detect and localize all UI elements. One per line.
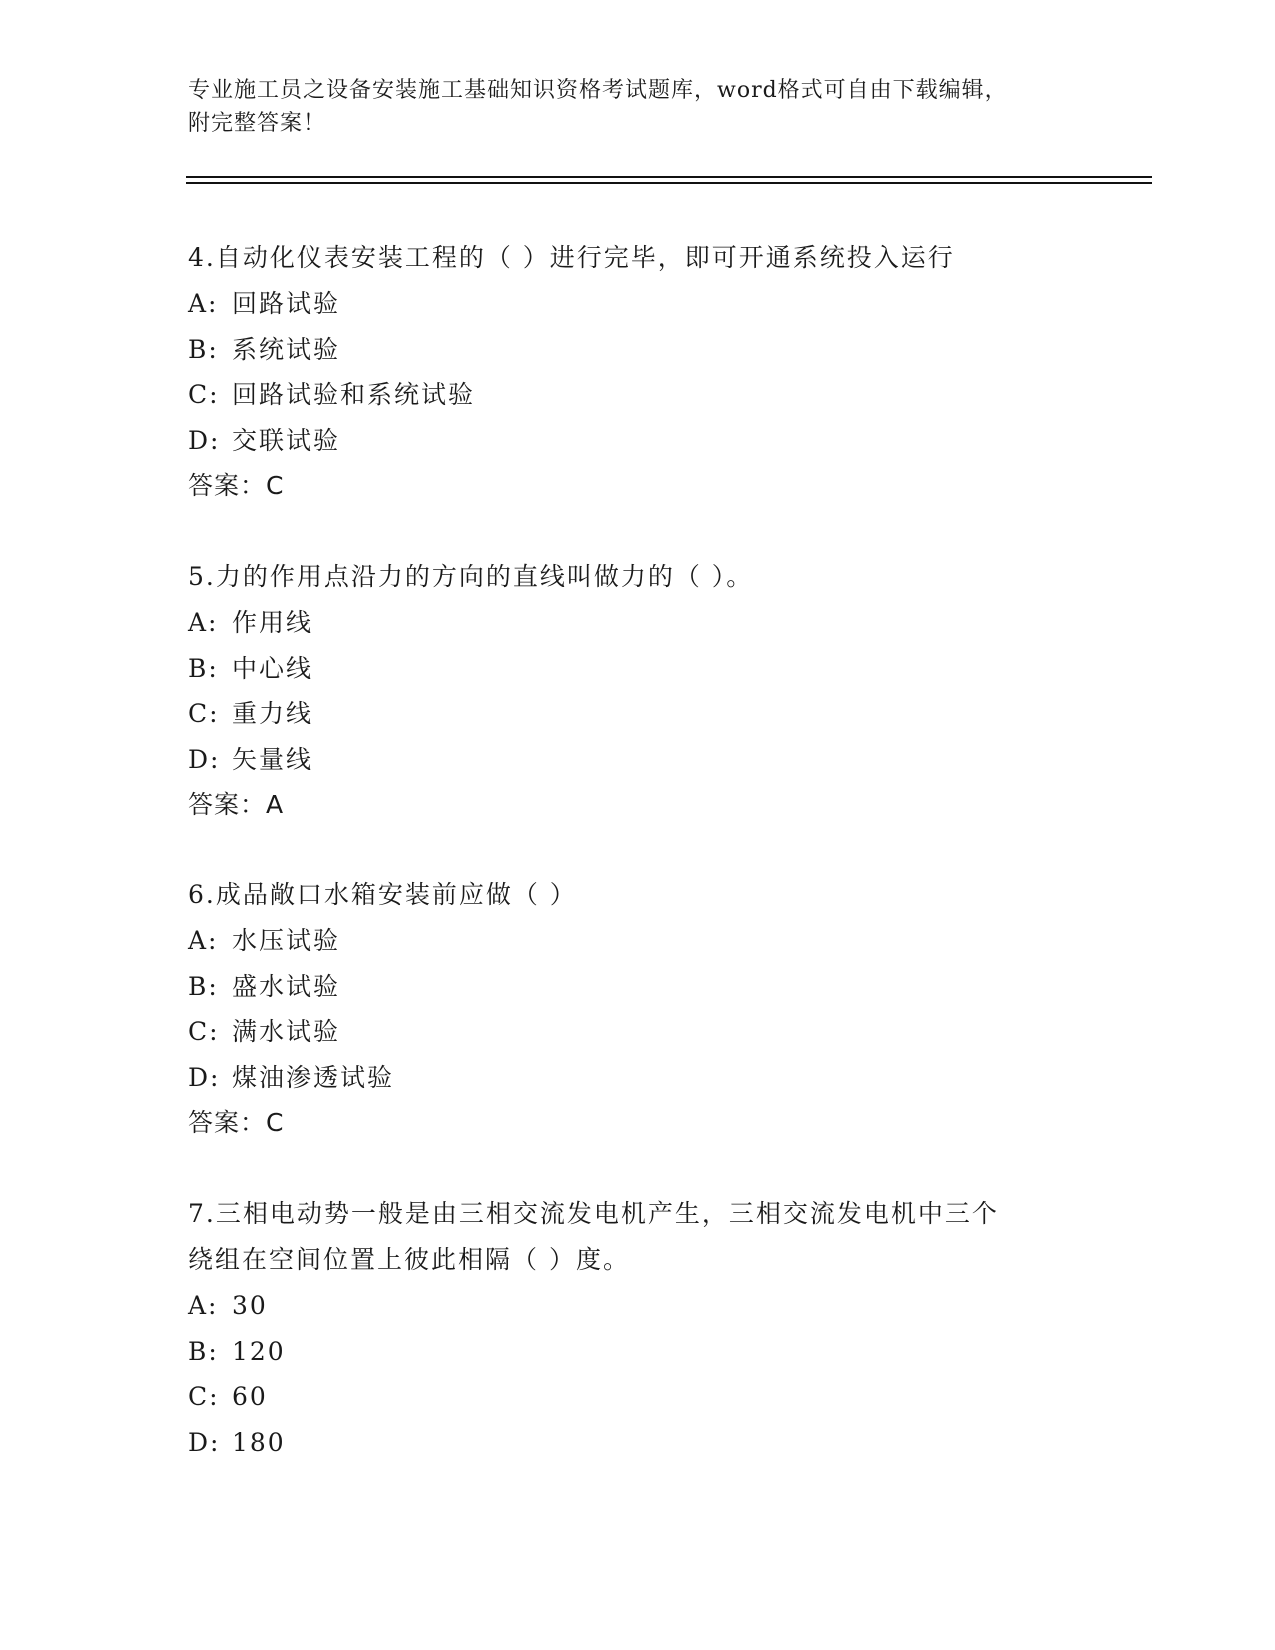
question-stem-line-2: 绕组在空间位置上彼此相隔（ ）度。 — [188, 1245, 630, 1274]
option-a — [188, 918, 1088, 964]
option-c — [188, 1009, 1088, 1055]
option-text: 盛水试验 — [232, 971, 341, 1001]
answer-line: 答案：C — [188, 471, 285, 500]
option-label: A: — [188, 926, 219, 955]
option-label: C: — [188, 1017, 220, 1046]
option-text: 系统试验 — [232, 334, 341, 364]
option-text: 重力线 — [232, 699, 314, 728]
option-label: D: — [188, 1427, 221, 1457]
option-label: A: — [188, 289, 219, 318]
header-divider-top — [186, 176, 1152, 178]
option-text: 回路试验 — [232, 289, 341, 318]
question-6 — [188, 872, 1088, 1146]
option-label: C: — [188, 380, 220, 409]
option-text: 30 — [232, 1291, 268, 1320]
option-text: 满水试验 — [232, 1017, 341, 1046]
option-d — [188, 1420, 1088, 1466]
option-label: C: — [188, 699, 220, 728]
option-a — [188, 281, 1088, 327]
document-header — [188, 74, 1088, 140]
option-b — [188, 1329, 1088, 1375]
answer-line: 答案：C — [188, 1108, 285, 1137]
option-text: 煤油渗透试验 — [232, 1062, 395, 1092]
option-label: D: — [188, 1062, 221, 1092]
answer-line: 答案：A — [188, 790, 285, 819]
option-text: 中心线 — [232, 653, 314, 683]
option-d — [188, 737, 1088, 783]
option-b — [188, 964, 1088, 1010]
option-b — [188, 327, 1088, 373]
option-text: 回路试验和系统试验 — [232, 380, 476, 409]
option-label: D: — [188, 744, 221, 774]
question-stem: 5.力的作用点沿力的方向的直线叫做力的（ ）。 — [188, 562, 754, 591]
header-line-1: 专业施工员之设备安装施工基础知识资格考试题库，word格式可自由下载编辑， — [188, 78, 1008, 103]
question-stem: 6.成品敞口水箱安装前应做（ ） — [188, 880, 577, 909]
option-d — [188, 1055, 1088, 1101]
option-label: C: — [188, 1382, 220, 1411]
question-7 — [188, 1191, 1088, 1465]
option-label: B: — [188, 1336, 219, 1366]
option-c — [188, 691, 1088, 737]
option-label: B: — [188, 334, 219, 364]
header-line-2: 附完整答案！ — [188, 111, 327, 136]
question-stem-line-1: 7.三相电动势一般是由三相交流发电机产生，三相交流发电机中三个 — [188, 1199, 999, 1228]
option-text: 作用线 — [232, 608, 314, 637]
question-stem: 4.自动化仪表安装工程的（ ）进行完毕，即可开通系统投入运行 — [188, 243, 955, 272]
option-c — [188, 372, 1088, 418]
option-label: A: — [188, 608, 219, 637]
option-label: B: — [188, 971, 219, 1001]
option-label: A: — [188, 1291, 219, 1320]
option-label: D: — [188, 425, 221, 455]
option-a — [188, 600, 1088, 646]
option-text: 120 — [232, 1336, 286, 1366]
option-text: 60 — [232, 1382, 268, 1411]
option-d — [188, 418, 1088, 464]
option-text: 水压试验 — [232, 926, 341, 955]
option-a — [188, 1283, 1088, 1329]
option-text: 交联试验 — [232, 425, 341, 455]
question-4 — [188, 235, 1088, 509]
question-5 — [188, 554, 1088, 828]
option-b — [188, 646, 1088, 692]
header-divider-bottom — [186, 182, 1152, 184]
option-text: 矢量线 — [232, 744, 314, 774]
option-text: 180 — [232, 1427, 286, 1457]
option-label: B: — [188, 653, 219, 683]
option-c — [188, 1374, 1088, 1420]
